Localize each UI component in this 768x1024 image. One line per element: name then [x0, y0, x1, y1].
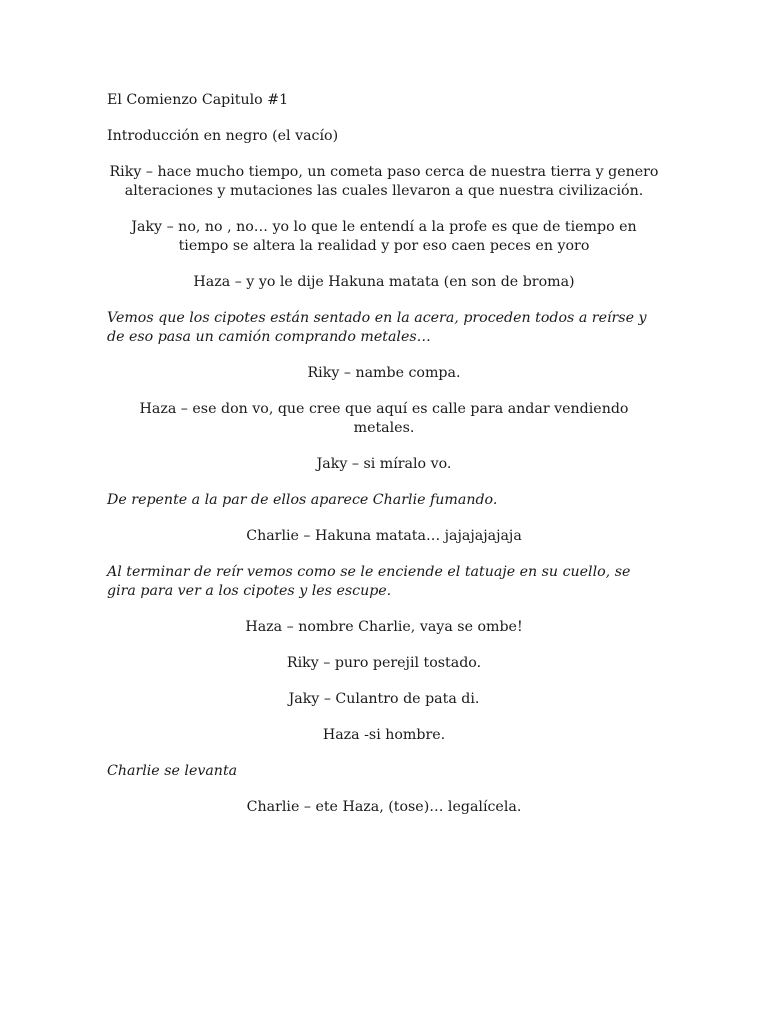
- dialogue-line: Haza – nombre Charlie, vaya se ombe!: [245, 619, 523, 635]
- stage-direction: Charlie se levanta: [107, 763, 238, 779]
- dialogue-line: Riky – hace mucho tiempo, un cometa paso cerca de nuestra tierra y genero alteraciones y mutaciones las cuales llevaron a que nuestra civilización.: [109, 164, 659, 199]
- dialogue-line: Jaky – Culantro de pata di.: [288, 691, 480, 707]
- dialogue-line: Charlie – ete Haza, (tose)… legalícela.: [246, 799, 522, 815]
- stage-direction: Al terminar de reír vemos como se le enciende el tatuaje en su cuello, se gira para ver a los cipotes y les escupe.: [107, 564, 631, 599]
- stage-direction: Vemos que los cipotes están sentado en la acera, proceden todos a reírse y de eso pasa un camión comprando metales…: [107, 310, 647, 345]
- dialogue-line: Haza – ese don vo, que cree que aquí es calle para andar vendiendo metales.: [139, 401, 629, 436]
- document-title: El Comienzo Capitulo #1: [107, 92, 289, 108]
- dialogue-line: Haza – y yo le dije Hakuna matata (en son de broma): [193, 274, 575, 290]
- dialogue-line: Jaky – no, no , no… yo lo que le entendí a la profe es que de tiempo en tiempo se altera la realidad y por eso caen peces en yoro: [131, 219, 637, 254]
- intro-line: Introducción en negro (el vacío): [107, 128, 339, 144]
- dialogue-line: Haza -si hombre.: [322, 727, 446, 743]
- dialogue-line: Charlie – Hakuna matata… jajajajajaja: [246, 528, 522, 544]
- dialogue-line: Riky – nambe compa.: [307, 365, 461, 381]
- stage-direction: De repente a la par de ellos aparece Charlie fumando.: [107, 492, 498, 508]
- dialogue-line: Riky – puro perejil tostado.: [286, 655, 482, 671]
- script-page: [107, 91, 661, 817]
- dialogue-line: Jaky – si míralo vo.: [316, 456, 452, 472]
